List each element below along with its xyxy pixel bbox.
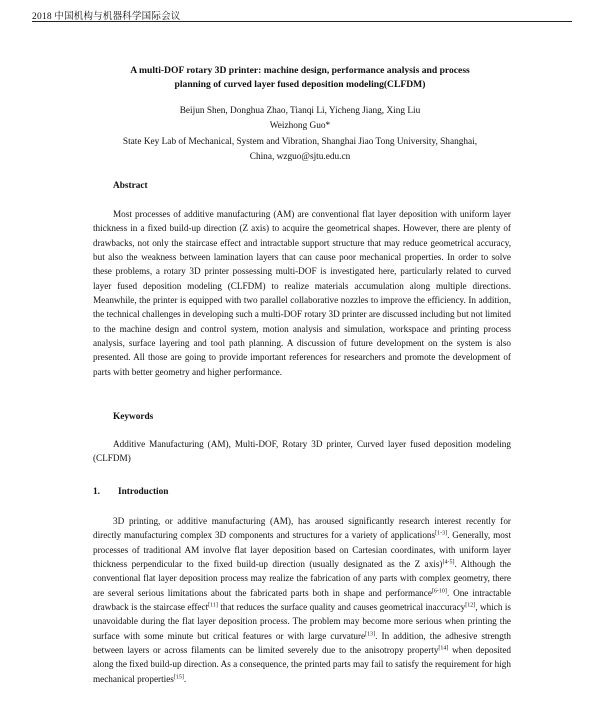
citation: [4-5]: [442, 559, 455, 566]
section-title: Introduction: [117, 487, 169, 497]
abstract-heading: Abstract: [113, 181, 148, 191]
header-rule: [32, 21, 572, 22]
citation: [14]: [438, 645, 449, 652]
citation: [13]: [365, 631, 376, 638]
introduction-body: 3D printing, or additive manufacturing (AM), has aroused significantly research interest recently for directly manufacturing complex 3D components and structures for a variety of applications[1-3]. Generally, most processes of traditional AM involve flat layer deposition based on Cartesian coordinates, with uniform layer thickness perpendicular to the fixed build-up direction (usually designated as the Z axis)[4-5]. Although the conventional flat layer deposition process may realize the fabrication of any parts with complex geometry, there are several serious limitations about the fabricated parts both in shape and performance[6-10]. One intractable drawback is the staircase effect[11] that reduces the surface quality and causes geometrical inaccuracy[12], which is unavoidable during the flat layer deposition process. The problem may become more serious when printing the surface with some minute but critical features or with large curvature[13]. In addition, the adhesive strength between layers or across filaments can be limited severely due to the anisotropy property[14] when deposited along the fixed build-up direction. As a consequence, the printed parts may fail to satisfy the requirement for high mechanical properties[15].: [93, 516, 512, 684]
citation: [6-10]: [431, 588, 447, 595]
authors-line-2: Weizhong Guo*: [269, 121, 331, 131]
affiliation: [100, 135, 500, 165]
title-line-1: A multi-DOF rotary 3D printer: machine design, performance analysis and process: [130, 65, 470, 76]
title-line-2: planning of curved layer fused deposition modeling(CLFDM): [174, 79, 426, 90]
citation: [15]: [173, 674, 184, 681]
citation: [12]: [465, 602, 476, 609]
affiliation-line-1: State Key Lab of Mechanical, System and Vibration, Shanghai Jiao Tong University, Shanghai,: [122, 137, 478, 147]
citation: [11]: [208, 602, 218, 609]
abstract-body: Most processes of additive manufacturing (AM) are conventional flat layer deposition with uniform layer thickness in a fixed build-up direction (Z axis) to acquire the geometrical shapes. However, there are plenty of drawbacks, not only the staircase effect and intractable support structure that may reduce geometrical accuracy, but also the weakness between lamination layers that can cause poor mechanical properties. In order to solve these problems, a rotary 3D printer possessing multi-DOF is investigated here, particularly related to curved layer fused deposition modeling (CLFDM) to realize materials accumulation along multiple directions. Meanwhile, the printer is equipped with two parallel collaborative nozzles to improve the efficiency. In addition, the technical challenges in developing such a multi-DOF rotary 3D printer are discussed including but not limited to the machine design and control system, motion analysis and simulation, workspace and printing process analysis, surface layering and tool path planning. A discussion of future development on the system is also presented. All those are going to provide important references for researchers and promote the development of parts with better geometry and higher performance.: [93, 209, 511, 377]
authors-line-1: Beijun Shen, Donghua Zhao, Tianqi Li, Yicheng Jiang, Xing Liu: [179, 106, 421, 116]
introduction-heading: [93, 487, 168, 497]
citation: [1-3]: [435, 530, 448, 537]
section-number: 1.: [93, 487, 100, 497]
affiliation-line-2: China, wzguo@sjtu.edu.cn: [249, 152, 351, 162]
paper-title: [90, 64, 510, 92]
keywords-heading: Keywords: [113, 412, 154, 422]
keywords-body: Additive Manufacturing (AM), Multi-DOF, Rotary 3D printer, Curved layer fused deposition modeling (CLFDM): [93, 439, 511, 464]
author-list: [80, 104, 520, 134]
running-header: 2018 中国机构与机器科学国际会议: [32, 12, 181, 22]
